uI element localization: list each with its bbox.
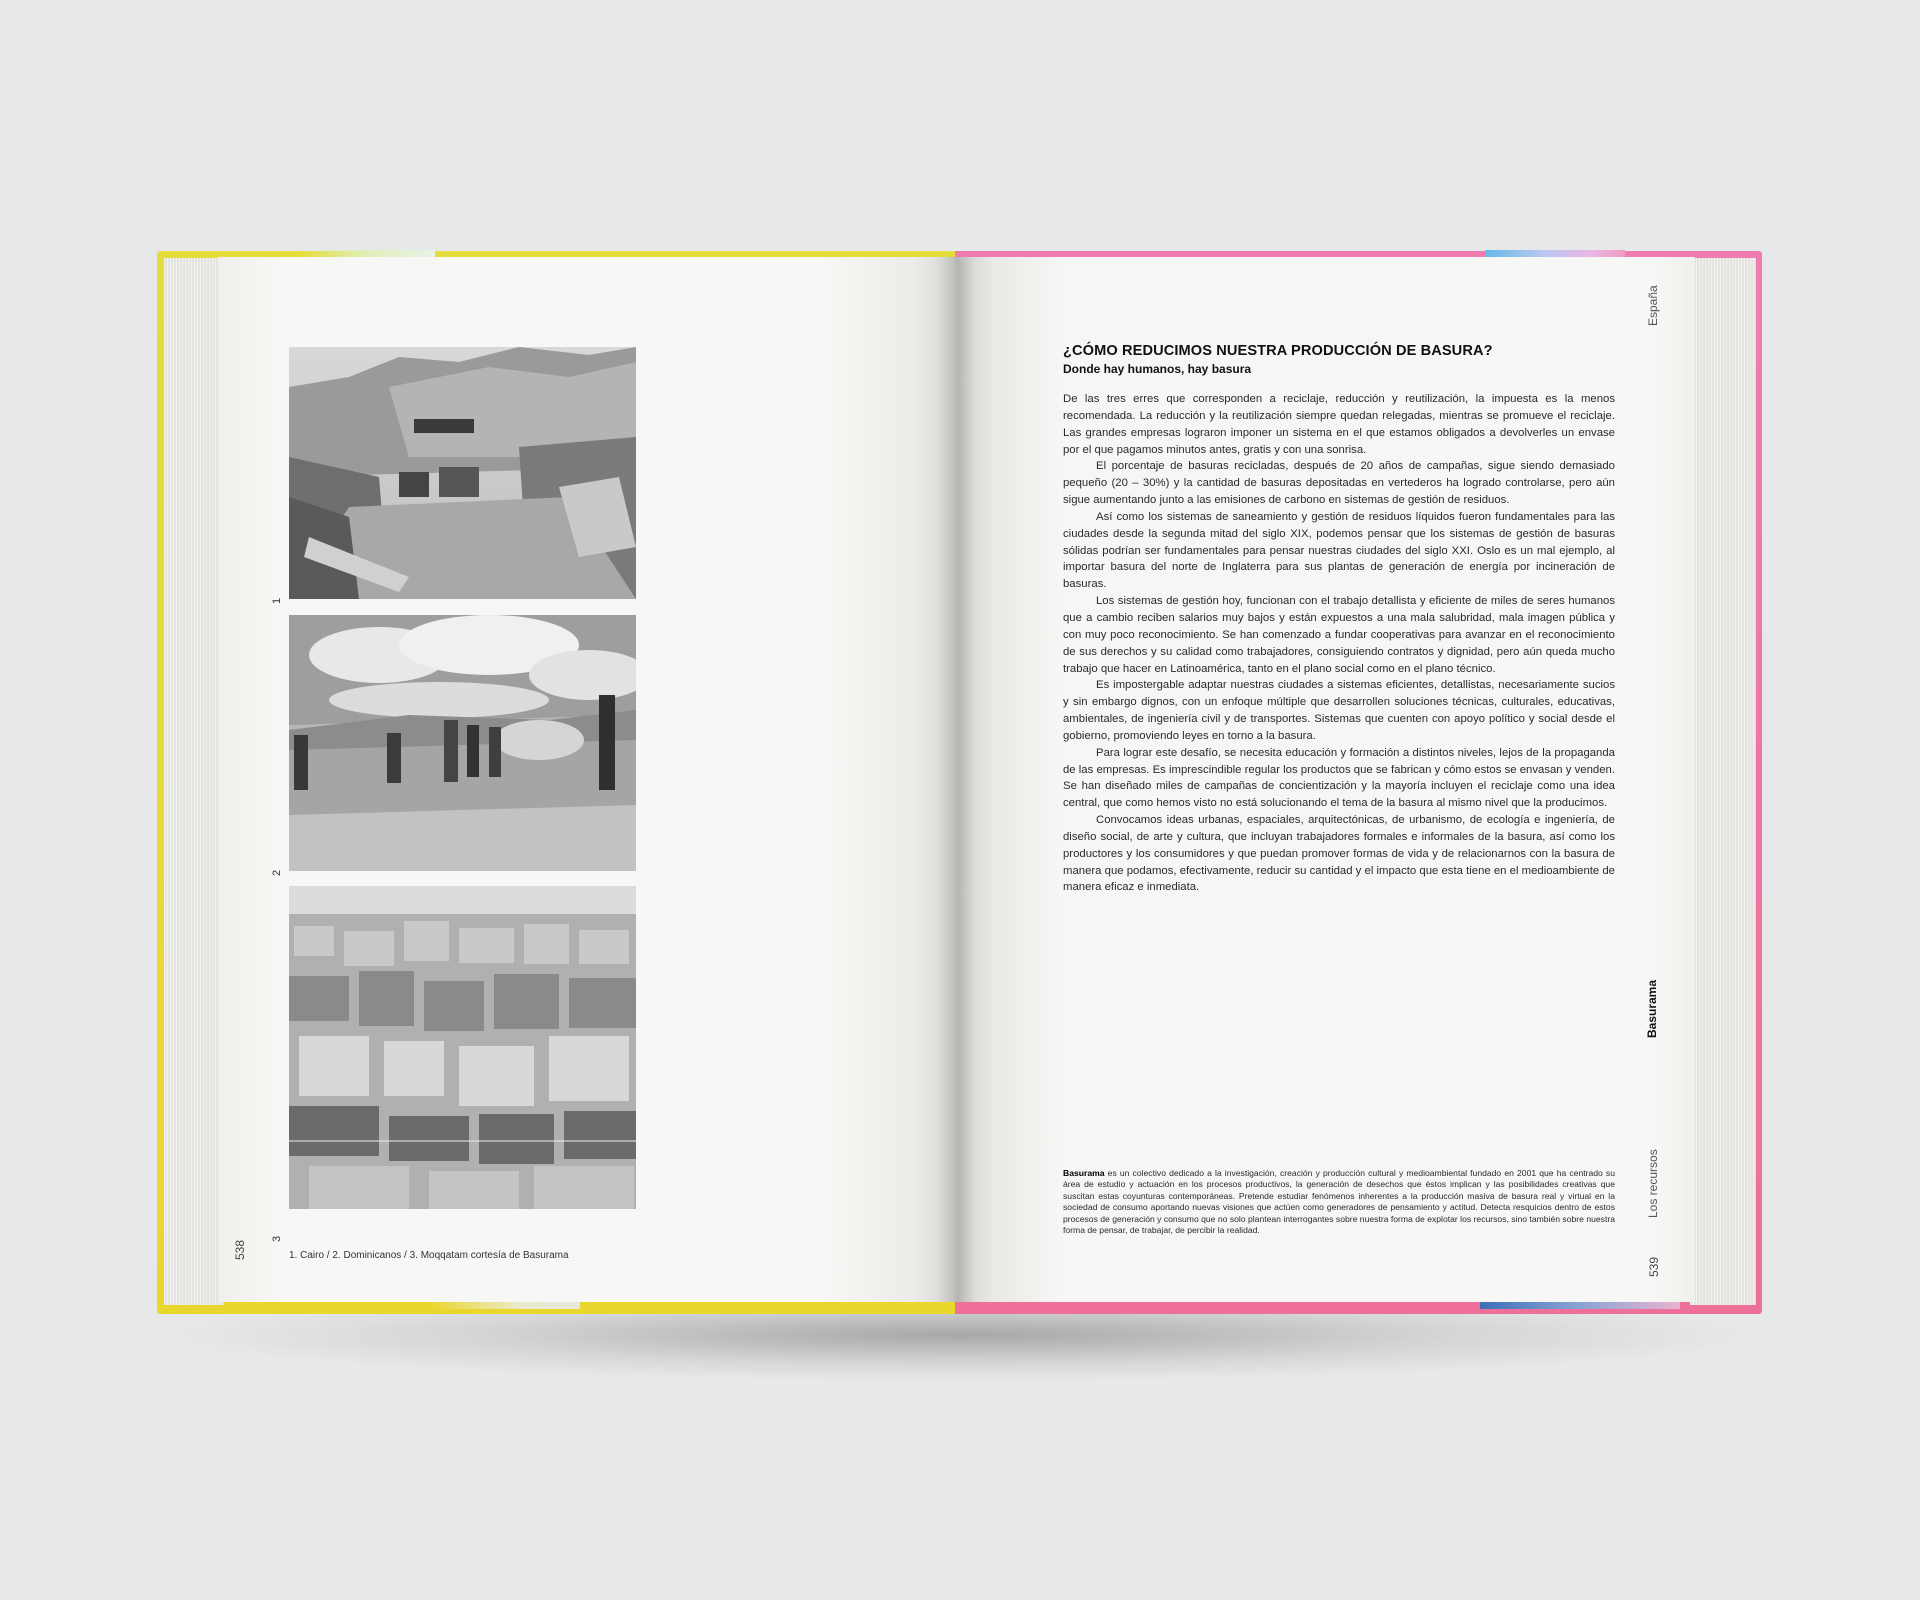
bio-name: Basurama (1063, 1168, 1105, 1178)
paragraph: El porcentaje de basuras recicladas, después de 20 años de campañas, sigue siendo demasiado pequeño (20 – 30%) y la cantidad de basuras depositadas en vertederos ha logrado controlarse, pero aún sigue aumentando junto a las emisiones de carbono en sistemas de gestión de residuos. (1063, 460, 1615, 507)
photo-number: 3 (271, 1235, 283, 1242)
side-label-author: Basurama (1645, 979, 1659, 1038)
city-photo (289, 886, 636, 1209)
paragraph: Para lograr este desafío, se necesita educación y formación a distintos niveles, lejos de la propaganda de las empresas. Es imprescindible regular los productos que se fabrican y cómo estos se envasan y venden. Se han diseñado miles de campañas de concientización y la mayoría incluyen el reciclaje como una idea central, que como hemos visto no está solucionando el tema de la basura al mismo nivel que la producimos. (1063, 746, 1615, 810)
page-number: 539 (1647, 1256, 1661, 1277)
article-title: ¿CÓMO REDUCIMOS NUESTRA PRODUCCIÓN DE BASURA? (1063, 343, 1493, 359)
paragraph: Convocamos ideas urbanas, espaciales, arquitectónicas, de urbanismo, de ecología e ingeniería, de diseño social, de arte y cultura, que incluyan trabajadores formales e informales de la basura, así como los productores y los consumidores y que puedan promover formas de vida y de relacionarnos con la basura de manera que podamos, efectivamente, reducir su cantidad y el impacto que esta tiene en el medioambiente de manera eficaz e inmediata. (1063, 814, 1615, 894)
paragraph: Los sistemas de gestión hoy, funcionan con el trabajo detallista y eficiente de miles de seres humanos que a cambio reciben salarios muy bajos y están expuestos a una mala salubridad, mala imagen pública y con muy poco reconocimiento. Se han comenzado a fundar cooperativas para avanzar en el reconocimiento de sus derechos y su calidad como trabajadores, consiguiendo contratos y dignidad, pero aún queda mucho trabajo que hacer en Latinoamérica, tanto en el plano social como en el plano técnico. (1063, 595, 1615, 675)
author-bio (1063, 1168, 1615, 1236)
cover-strip (430, 1302, 580, 1309)
page-number: 538 (233, 1239, 247, 1260)
landfill-photo (289, 347, 636, 599)
article-subtitle: Donde hay humanos, hay basura (1063, 362, 1252, 376)
paragraph: Así como los sistemas de saneamiento y gestión de residuos líquidos fueron fundamentales para las ciudades desde la segunda mitad del siglo XIX, podemos pensar que los sistemas de gestión de basuras sólidas podrían ser fundamentales para pensar nuestras ciudades del siglo XXI. Oslo es un mal ejemplo, al importar basura del norte de Inglaterra para sus plantas de generación de energía por incineración de basuras. (1063, 510, 1615, 591)
bio-text: es un colectivo dedicado a la investigación, creación y producción cultural y medioambiental fundado en 2001 que ha centrado su área de estudio y actuación en los procesos productivos, la generación de desechos que éstos implican y las posibilidades creativas que suscitan estas coyunturas contemporáneas. Pretende estudiar fenómenos inherentes a la producción masiva de basura real y virtual en la sociedad de consumo aportando nuevas visiones que actúen como generadores de pensamiento y actitud. Detecta resquicios dentro de estos procesos de generación y consumo que no solo plantean interrogantes sobre nuestra forma de explotar los recursos, sino también sobre nuestra forma de pensar, de trabajar, de percibir la realidad. (1063, 1168, 1615, 1236)
photo-number: 1 (271, 597, 283, 604)
page-edges-right (1690, 258, 1756, 1305)
side-label-section: Los recursos (1646, 1149, 1660, 1218)
paragraph: De las tres erres que corresponden a reciclaje, reducción y reutilización, la impuesta es la menos recomendada. La reducción y la reutilización siempre quedan relegadas, mientras se promueve el reciclaje. Las grandes empresas lograron imponer un sistema en el que estamos obligados a devolverles un envase por el que pagamos minutos antes, gratis y con una sonrisa. (1063, 393, 1615, 456)
workers-photo (289, 615, 636, 871)
paragraph: Es impostergable adaptar nuestras ciudades a sistemas eficientes, detallistas, necesariamente sucios y sin embargo dignos, con un enfoque múltiple que desarrollen soluciones técnicas, culturales, educativas, ambientales, de ingeniería civil y de transportes. Sistemas que cuenten con apoyo político y social desde el gobierno, promoviendo leyes en torno a la basura. (1063, 679, 1615, 742)
photo-caption: 1. Cairo / 2. Dominicanos / 3. Moqqatam cortesía de Basurama (289, 1250, 569, 1261)
side-label-country: España (1646, 285, 1660, 326)
article-body (1063, 391, 1615, 896)
cover-strip (300, 250, 435, 257)
page-edges-left (164, 258, 224, 1305)
photo-number: 2 (271, 869, 283, 876)
cover-strip (1480, 1302, 1680, 1309)
